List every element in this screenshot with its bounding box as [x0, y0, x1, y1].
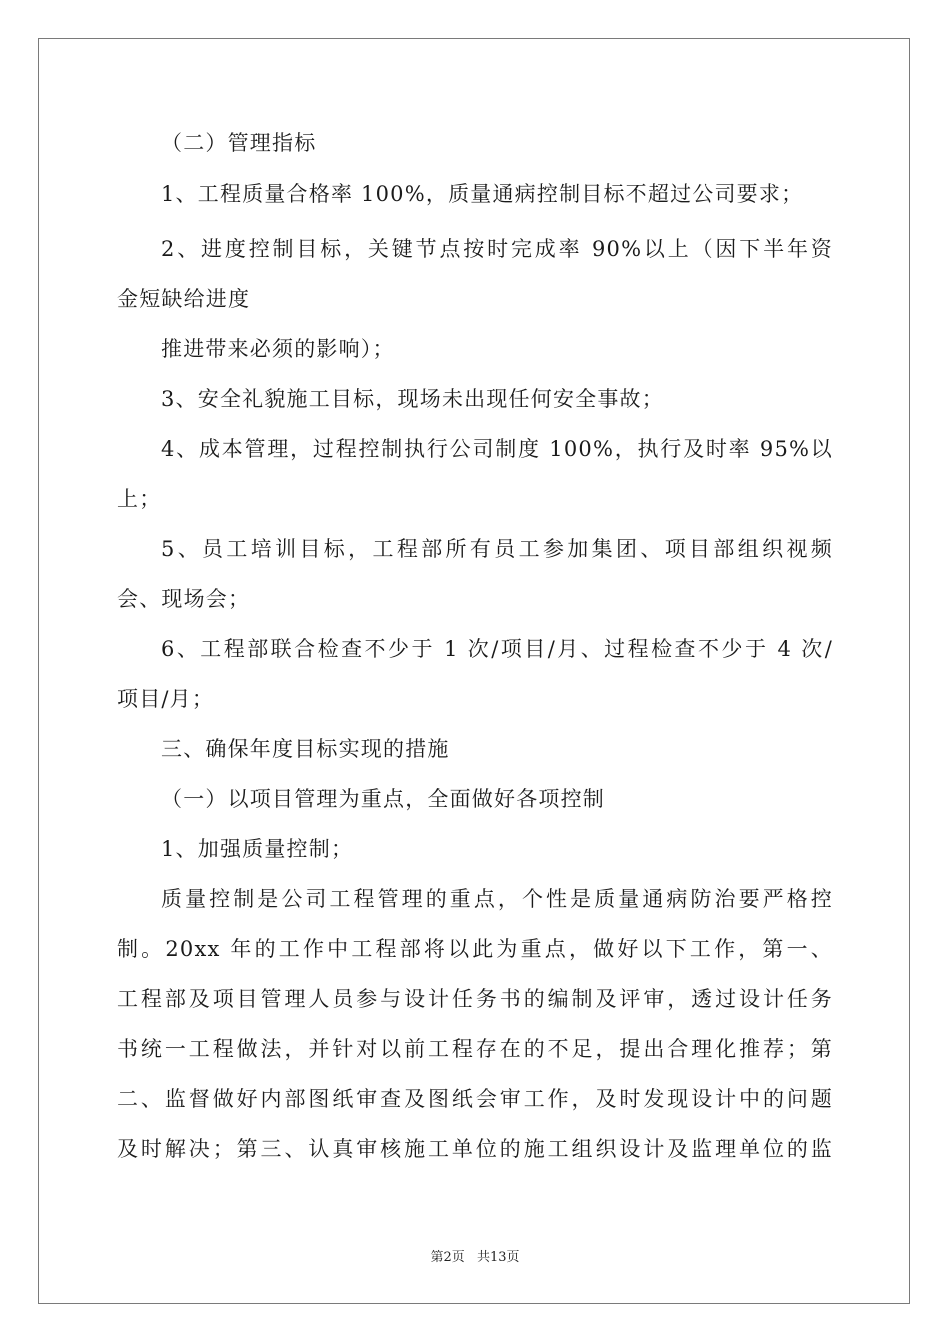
paragraph-line: 工程部及项目管理人员参与设计任务书的编制及评审，透过设计任务 [117, 987, 833, 1011]
paragraph-line: 上； [117, 487, 162, 511]
paragraph-line: 推进带来必须的影响）； [161, 337, 395, 361]
paragraph-line: 会、现场会； [117, 587, 251, 611]
paragraph-line: 4、成本管理，过程控制执行公司制度 100%，执行及时率 95%以 [161, 437, 833, 461]
page-footer [0, 1246, 950, 1265]
section-heading-measures: 三、确保年度目标实现的措施 [161, 737, 450, 761]
subsection-heading: （一）以项目管理为重点，全面做好各项控制 [161, 787, 605, 811]
paragraph-line: 项目/月； [117, 687, 215, 711]
paragraph-line: 2、进度控制目标，关键节点按时完成率 90%以上（因下半年资 [161, 237, 833, 261]
paragraph-line: 书统一工程做法，并针对以前工程存在的不足，提出合理化推荐；第 [117, 1037, 833, 1061]
paragraph-line: 及时解决；第三、认真审核施工单位的施工组织设计及监理单位的监 [117, 1137, 833, 1161]
page-number: 第2页 [430, 1250, 465, 1265]
paragraph-line: 3、安全礼貌施工目标，现场未出现任何安全事故； [161, 387, 664, 411]
paragraph-line: 二、监督做好内部图纸审查及图纸会审工作，及时发现设计中的问题 [117, 1087, 833, 1111]
section-heading-management-indicators: （二）管理指标 [161, 131, 317, 155]
paragraph-line: 5、员工培训目标，工程部所有员工参加集团、项目部组织视频 [161, 537, 833, 561]
paragraph-line: 1、加强质量控制； [161, 837, 354, 861]
page-total: 共13页 [476, 1250, 520, 1265]
paragraph-line: 1、工程质量合格率 100%，质量通病控制目标不超过公司要求； [161, 182, 804, 206]
paragraph-line: 金短缺给进度 [117, 287, 251, 311]
paragraph-line: 6、工程部联合检查不少于 1 次/项目/月、过程检查不少于 4 次/ [161, 637, 833, 661]
paragraph-line: 制。20xx 年的工作中工程部将以此为重点，做好以下工作，第一、 [117, 937, 833, 961]
paragraph-line: 质量控制是公司工程管理的重点，个性是质量通病防治要严格控 [161, 887, 833, 911]
